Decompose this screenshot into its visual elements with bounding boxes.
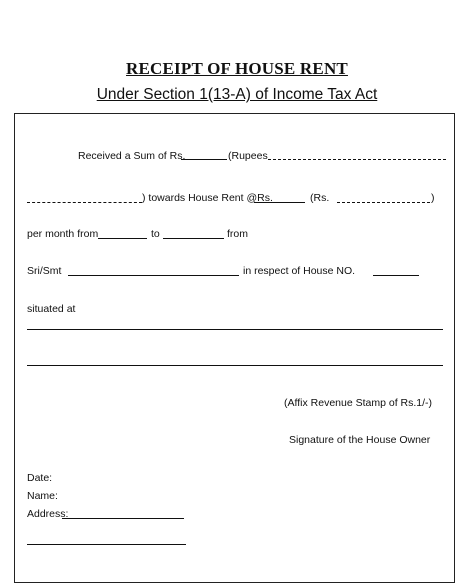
document-title: RECEIPT OF HOUSE RENT bbox=[126, 59, 348, 78]
srismt-label: Sri/Smt bbox=[27, 265, 62, 277]
received-sum-label: Received a Sum of Rs. bbox=[78, 150, 186, 162]
rs-open-label: (Rs. bbox=[310, 192, 330, 204]
towards-house-rent-label: ) towards House Rent @Rs. bbox=[142, 192, 273, 204]
rupees-in-words-continued-field[interactable] bbox=[27, 202, 142, 203]
to-label: to bbox=[151, 228, 160, 240]
rs-close-label: ) bbox=[431, 192, 435, 204]
owner-address-field-1[interactable] bbox=[62, 518, 184, 519]
per-month-from-label: per month from bbox=[27, 228, 99, 240]
rupees-open-label: (Rupees bbox=[228, 150, 268, 162]
revenue-stamp-label: (Affix Revenue Stamp of Rs.1/-) bbox=[284, 397, 433, 409]
address-line-2-field[interactable] bbox=[27, 365, 443, 366]
owner-signature-label: Signature of the House Owner bbox=[289, 434, 431, 446]
in-respect-of-house-label: in respect of House NO. bbox=[243, 265, 356, 277]
name-label: Name: bbox=[27, 490, 58, 502]
period-start-field[interactable] bbox=[98, 238, 147, 239]
address-label: Address: bbox=[27, 508, 69, 520]
from-label: from bbox=[227, 228, 248, 240]
document-subtitle: Under Section 1(13-A) of Income Tax Act bbox=[96, 86, 378, 103]
tenant-name-field[interactable] bbox=[68, 275, 239, 276]
rent-rate-words-field[interactable] bbox=[337, 202, 430, 203]
situated-at-label: situated at bbox=[27, 303, 76, 315]
rupees-in-words-field[interactable] bbox=[268, 159, 446, 160]
date-label: Date: bbox=[27, 472, 53, 484]
house-number-field[interactable] bbox=[373, 275, 419, 276]
address-line-1-field[interactable] bbox=[27, 329, 443, 330]
owner-address-field-2[interactable] bbox=[27, 544, 186, 545]
receipt-form-box bbox=[14, 113, 455, 583]
period-end-field[interactable] bbox=[163, 238, 224, 239]
rent-rate-field[interactable] bbox=[254, 202, 305, 203]
amount-field[interactable] bbox=[181, 159, 227, 160]
